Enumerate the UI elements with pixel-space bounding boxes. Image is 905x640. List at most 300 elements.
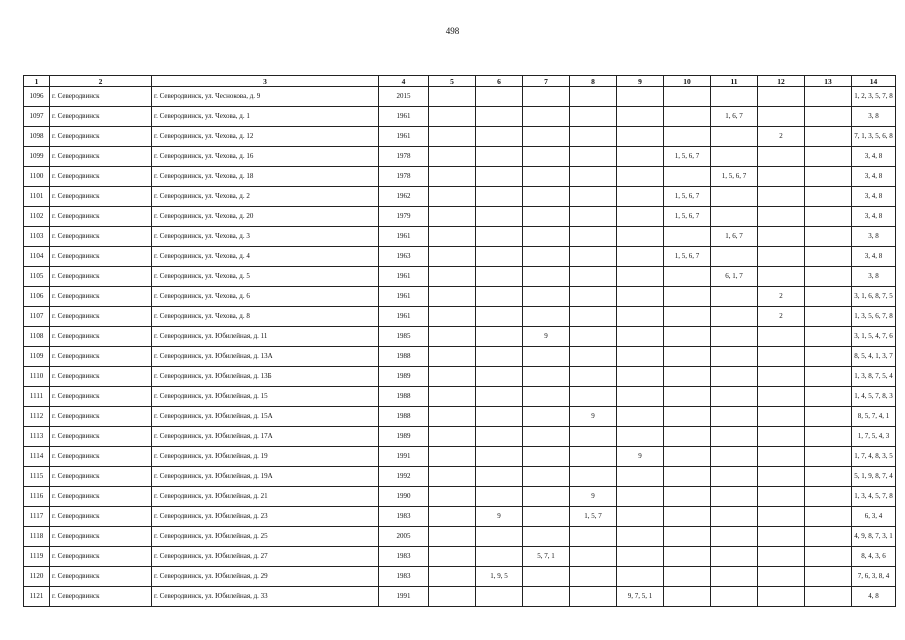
- table-row: [24, 147, 896, 167]
- cell-col-6: [476, 227, 523, 247]
- cell-col-7: [523, 387, 570, 407]
- cell-col-14: 6, 3, 4: [852, 507, 896, 527]
- cell-col-10: 1, 5, 6, 7: [664, 147, 711, 167]
- cell-row-number: 1113: [24, 427, 50, 447]
- cell-settlement: г. Северодвинск: [50, 187, 152, 207]
- cell-col-11: 1, 6, 7: [711, 107, 758, 127]
- cell-col-14: 1, 4, 5, 7, 8, 3: [852, 387, 896, 407]
- table-row: [24, 327, 896, 347]
- table-row: [24, 287, 896, 307]
- cell-col-10: [664, 487, 711, 507]
- cell-col-13: [805, 207, 852, 227]
- cell-year-built: 1978: [379, 147, 429, 167]
- cell-col-5: [429, 227, 476, 247]
- cell-col-6: [476, 287, 523, 307]
- cell-col-9: [617, 167, 664, 187]
- cell-col-8: [570, 567, 617, 587]
- cell-col-10: [664, 167, 711, 187]
- cell-col-10: [664, 567, 711, 587]
- cell-col-11: 6, 1, 7: [711, 267, 758, 287]
- cell-settlement: г. Северодвинск: [50, 487, 152, 507]
- cell-col-9: [617, 407, 664, 427]
- column-header-6: 6: [476, 76, 523, 87]
- table-row: [24, 427, 896, 447]
- cell-col-7: [523, 507, 570, 527]
- cell-col-12: [758, 587, 805, 607]
- cell-settlement: г. Северодвинск: [50, 367, 152, 387]
- column-header-13: 13: [805, 76, 852, 87]
- cell-col-14: 5, 1, 9, 8, 7, 4: [852, 467, 896, 487]
- cell-address: г. Северодвинск, ул. Чехова, д. 12: [152, 127, 379, 147]
- cell-address: г. Северодвинск, ул. Юбилейная, д. 33: [152, 587, 379, 607]
- cell-col-9: [617, 207, 664, 227]
- cell-col-8: 1, 5, 7: [570, 507, 617, 527]
- cell-year-built: 1961: [379, 307, 429, 327]
- cell-col-13: [805, 287, 852, 307]
- cell-year-built: 1989: [379, 427, 429, 447]
- cell-col-7: 5, 7, 1: [523, 547, 570, 567]
- cell-col-13: [805, 327, 852, 347]
- cell-year-built: 1962: [379, 187, 429, 207]
- cell-col-5: [429, 147, 476, 167]
- cell-row-number: 1111: [24, 387, 50, 407]
- cell-col-9: [617, 367, 664, 387]
- cell-year-built: 1991: [379, 587, 429, 607]
- cell-col-7: [523, 467, 570, 487]
- cell-col-6: 1, 9, 5: [476, 567, 523, 587]
- table-row: [24, 507, 896, 527]
- cell-col-5: [429, 427, 476, 447]
- column-header-12: 12: [758, 76, 805, 87]
- cell-col-10: 1, 5, 6, 7: [664, 207, 711, 227]
- cell-col-8: [570, 527, 617, 547]
- table-row: [24, 387, 896, 407]
- cell-row-number: 1115: [24, 467, 50, 487]
- cell-col-9: [617, 227, 664, 247]
- cell-col-14: 1, 3, 5, 6, 7, 8: [852, 307, 896, 327]
- cell-col-13: [805, 167, 852, 187]
- cell-col-5: [429, 167, 476, 187]
- cell-col-13: [805, 347, 852, 367]
- cell-col-9: [617, 507, 664, 527]
- cell-col-10: [664, 267, 711, 287]
- cell-col-9: [617, 287, 664, 307]
- cell-col-5: [429, 407, 476, 427]
- cell-row-number: 1112: [24, 407, 50, 427]
- cell-col-7: [523, 407, 570, 427]
- cell-col-5: [429, 87, 476, 107]
- cell-year-built: 1983: [379, 547, 429, 567]
- cell-col-7: [523, 187, 570, 207]
- cell-settlement: г. Северодвинск: [50, 227, 152, 247]
- cell-col-13: [805, 447, 852, 467]
- cell-col-12: [758, 547, 805, 567]
- cell-col-11: [711, 427, 758, 447]
- cell-col-12: [758, 147, 805, 167]
- cell-col-6: [476, 407, 523, 427]
- cell-col-13: [805, 567, 852, 587]
- cell-col-12: [758, 107, 805, 127]
- cell-col-9: [617, 147, 664, 167]
- cell-col-13: [805, 527, 852, 547]
- cell-col-12: [758, 187, 805, 207]
- cell-col-8: [570, 367, 617, 387]
- cell-col-8: [570, 467, 617, 487]
- cell-year-built: 1961: [379, 107, 429, 127]
- cell-year-built: 1989: [379, 367, 429, 387]
- cell-col-8: [570, 207, 617, 227]
- cell-settlement: г. Северодвинск: [50, 507, 152, 527]
- page-number: 498: [445, 26, 460, 36]
- cell-col-9: [617, 87, 664, 107]
- cell-col-9: [617, 487, 664, 507]
- cell-col-5: [429, 447, 476, 467]
- column-header-1: 1: [24, 76, 50, 87]
- cell-col-12: [758, 347, 805, 367]
- cell-address: г. Северодвинск, ул. Юбилейная, д. 19: [152, 447, 379, 467]
- cell-col-8: [570, 107, 617, 127]
- cell-col-5: [429, 367, 476, 387]
- cell-year-built: 1988: [379, 347, 429, 367]
- cell-address: г. Северодвинск, ул. Юбилейная, д. 19А: [152, 467, 379, 487]
- cell-col-10: [664, 427, 711, 447]
- cell-col-14: 3, 4, 8: [852, 187, 896, 207]
- cell-col-9: [617, 247, 664, 267]
- cell-row-number: 1100: [24, 167, 50, 187]
- cell-col-10: [664, 327, 711, 347]
- cell-col-5: [429, 547, 476, 567]
- cell-col-14: 8, 5, 4, 1, 3, 7: [852, 347, 896, 367]
- cell-col-14: 1, 2, 3, 5, 7, 8: [852, 87, 896, 107]
- cell-settlement: г. Северодвинск: [50, 247, 152, 267]
- table-header-row: [24, 76, 896, 87]
- cell-col-11: [711, 507, 758, 527]
- cell-col-8: [570, 287, 617, 307]
- column-header-10: 10: [664, 76, 711, 87]
- column-header-11: 11: [711, 76, 758, 87]
- cell-row-number: 1109: [24, 347, 50, 367]
- cell-col-5: [429, 347, 476, 367]
- cell-col-6: [476, 167, 523, 187]
- cell-col-7: [523, 567, 570, 587]
- cell-col-7: [523, 347, 570, 367]
- cell-row-number: 1121: [24, 587, 50, 607]
- cell-settlement: г. Северодвинск: [50, 407, 152, 427]
- cell-col-8: [570, 147, 617, 167]
- cell-col-12: [758, 167, 805, 187]
- column-header-5: 5: [429, 76, 476, 87]
- cell-col-9: 9, 7, 5, 1: [617, 587, 664, 607]
- cell-col-6: [476, 207, 523, 227]
- cell-col-11: [711, 327, 758, 347]
- cell-col-12: [758, 267, 805, 287]
- cell-col-6: [476, 587, 523, 607]
- cell-col-11: [711, 547, 758, 567]
- cell-col-13: [805, 247, 852, 267]
- cell-col-14: 3, 1, 6, 8, 7, 5: [852, 287, 896, 307]
- cell-year-built: 1985: [379, 327, 429, 347]
- cell-col-13: [805, 427, 852, 447]
- cell-col-5: [429, 527, 476, 547]
- cell-year-built: 1983: [379, 507, 429, 527]
- cell-row-number: 1105: [24, 267, 50, 287]
- table-row: [24, 127, 896, 147]
- cell-address: г. Северодвинск, ул. Юбилейная, д. 21: [152, 487, 379, 507]
- cell-settlement: г. Северодвинск: [50, 387, 152, 407]
- cell-col-6: [476, 347, 523, 367]
- cell-col-10: [664, 467, 711, 487]
- cell-col-11: [711, 447, 758, 467]
- cell-col-14: 7, 1, 3, 5, 6, 8: [852, 127, 896, 147]
- cell-year-built: 1961: [379, 287, 429, 307]
- cell-col-12: 2: [758, 307, 805, 327]
- cell-address: г. Северодвинск, ул. Юбилейная, д. 13Б: [152, 367, 379, 387]
- cell-col-12: [758, 427, 805, 447]
- cell-col-12: [758, 367, 805, 387]
- cell-col-10: [664, 367, 711, 387]
- cell-col-11: [711, 87, 758, 107]
- cell-col-13: [805, 487, 852, 507]
- cell-col-7: [523, 427, 570, 447]
- table-row: [24, 527, 896, 547]
- cell-col-7: [523, 207, 570, 227]
- cell-col-5: [429, 467, 476, 487]
- cell-row-number: 1103: [24, 227, 50, 247]
- cell-row-number: 1101: [24, 187, 50, 207]
- cell-col-7: [523, 147, 570, 167]
- cell-col-14: 1, 3, 4, 5, 7, 8: [852, 487, 896, 507]
- cell-col-5: [429, 207, 476, 227]
- cell-col-5: [429, 587, 476, 607]
- cell-col-7: [523, 487, 570, 507]
- cell-year-built: 1988: [379, 407, 429, 427]
- cell-row-number: 1110: [24, 367, 50, 387]
- cell-col-5: [429, 287, 476, 307]
- table-row: [24, 407, 896, 427]
- cell-col-6: [476, 527, 523, 547]
- cell-col-10: [664, 287, 711, 307]
- cell-col-12: [758, 387, 805, 407]
- table-row: [24, 587, 896, 607]
- table-row: [24, 487, 896, 507]
- cell-col-14: 8, 5, 7, 4, 1: [852, 407, 896, 427]
- cell-row-number: 1107: [24, 307, 50, 327]
- cell-col-9: [617, 187, 664, 207]
- cell-col-6: [476, 447, 523, 467]
- cell-col-10: [664, 347, 711, 367]
- cell-col-14: 3, 8: [852, 267, 896, 287]
- cell-col-7: [523, 107, 570, 127]
- cell-settlement: г. Северодвинск: [50, 467, 152, 487]
- cell-year-built: 1990: [379, 487, 429, 507]
- cell-col-7: 9: [523, 327, 570, 347]
- cell-col-12: [758, 227, 805, 247]
- cell-col-10: [664, 87, 711, 107]
- cell-col-14: 3, 4, 8: [852, 147, 896, 167]
- cell-col-13: [805, 227, 852, 247]
- cell-row-number: 1118: [24, 527, 50, 547]
- cell-col-12: [758, 567, 805, 587]
- cell-col-8: [570, 267, 617, 287]
- cell-col-8: [570, 167, 617, 187]
- cell-year-built: 2015: [379, 87, 429, 107]
- cell-row-number: 1119: [24, 547, 50, 567]
- cell-col-11: [711, 387, 758, 407]
- cell-col-9: [617, 527, 664, 547]
- cell-col-10: [664, 587, 711, 607]
- table-row: [24, 547, 896, 567]
- cell-col-8: [570, 427, 617, 447]
- cell-col-12: [758, 447, 805, 467]
- cell-year-built: 1963: [379, 247, 429, 267]
- cell-address: г. Северодвинск, ул. Чеснокова, д. 9: [152, 87, 379, 107]
- cell-settlement: г. Северодвинск: [50, 527, 152, 547]
- cell-col-13: [805, 87, 852, 107]
- cell-col-5: [429, 267, 476, 287]
- cell-col-9: [617, 107, 664, 127]
- cell-col-5: [429, 247, 476, 267]
- cell-col-12: [758, 247, 805, 267]
- cell-settlement: г. Северодвинск: [50, 87, 152, 107]
- cell-year-built: 1983: [379, 567, 429, 587]
- cell-col-13: [805, 267, 852, 287]
- cell-col-6: [476, 387, 523, 407]
- cell-col-13: [805, 547, 852, 567]
- cell-col-6: [476, 367, 523, 387]
- cell-address: г. Северодвинск, ул. Юбилейная, д. 29: [152, 567, 379, 587]
- cell-row-number: 1104: [24, 247, 50, 267]
- cell-settlement: г. Северодвинск: [50, 327, 152, 347]
- cell-col-9: [617, 347, 664, 367]
- table-row: [24, 267, 896, 287]
- cell-col-11: [711, 127, 758, 147]
- cell-col-5: [429, 487, 476, 507]
- cell-col-8: [570, 187, 617, 207]
- cell-col-11: [711, 467, 758, 487]
- cell-row-number: 1102: [24, 207, 50, 227]
- cell-col-8: 9: [570, 407, 617, 427]
- cell-col-12: 2: [758, 127, 805, 147]
- cell-col-11: [711, 527, 758, 547]
- cell-col-5: [429, 127, 476, 147]
- cell-col-14: 3, 1, 5, 4, 7, 6: [852, 327, 896, 347]
- cell-col-5: [429, 327, 476, 347]
- cell-row-number: 1096: [24, 87, 50, 107]
- cell-col-14: 3, 8: [852, 227, 896, 247]
- cell-col-7: [523, 367, 570, 387]
- cell-col-12: [758, 327, 805, 347]
- cell-col-8: [570, 327, 617, 347]
- cell-col-12: [758, 87, 805, 107]
- cell-col-9: [617, 547, 664, 567]
- cell-col-7: [523, 307, 570, 327]
- cell-settlement: г. Северодвинск: [50, 127, 152, 147]
- cell-col-11: 1, 5, 6, 7: [711, 167, 758, 187]
- cell-col-12: [758, 207, 805, 227]
- cell-col-8: [570, 307, 617, 327]
- cell-year-built: 1978: [379, 167, 429, 187]
- cell-col-10: [664, 447, 711, 467]
- cell-col-13: [805, 147, 852, 167]
- cell-col-8: [570, 247, 617, 267]
- cell-address: г. Северодвинск, ул. Чехова, д. 5: [152, 267, 379, 287]
- cell-year-built: 1988: [379, 387, 429, 407]
- cell-col-10: 1, 5, 6, 7: [664, 187, 711, 207]
- table-row: [24, 367, 896, 387]
- cell-col-7: [523, 267, 570, 287]
- cell-address: г. Северодвинск, ул. Чехова, д. 1: [152, 107, 379, 127]
- cell-row-number: 1117: [24, 507, 50, 527]
- cell-address: г. Северодвинск, ул. Юбилейная, д. 15: [152, 387, 379, 407]
- cell-col-6: 9: [476, 507, 523, 527]
- cell-col-13: [805, 507, 852, 527]
- cell-col-14: 3, 4, 8: [852, 167, 896, 187]
- cell-settlement: г. Северодвинск: [50, 147, 152, 167]
- cell-col-10: [664, 407, 711, 427]
- cell-col-9: [617, 267, 664, 287]
- cell-col-12: [758, 527, 805, 547]
- cell-settlement: г. Северодвинск: [50, 207, 152, 227]
- cell-col-13: [805, 367, 852, 387]
- cell-col-8: [570, 587, 617, 607]
- cell-address: г. Северодвинск, ул. Чехова, д. 4: [152, 247, 379, 267]
- table-row: [24, 207, 896, 227]
- cell-col-8: [570, 387, 617, 407]
- cell-col-9: [617, 327, 664, 347]
- cell-col-13: [805, 587, 852, 607]
- cell-col-13: [805, 107, 852, 127]
- cell-col-13: [805, 407, 852, 427]
- cell-row-number: 1106: [24, 287, 50, 307]
- cell-settlement: г. Северодвинск: [50, 267, 152, 287]
- cell-col-7: [523, 447, 570, 467]
- cell-address: г. Северодвинск, ул. Чехова, д. 18: [152, 167, 379, 187]
- cell-col-11: [711, 367, 758, 387]
- cell-settlement: г. Северодвинск: [50, 547, 152, 567]
- table-row: [24, 347, 896, 367]
- cell-settlement: г. Северодвинск: [50, 587, 152, 607]
- cell-col-11: [711, 187, 758, 207]
- cell-settlement: г. Северодвинск: [50, 287, 152, 307]
- table-row: [24, 87, 896, 107]
- cell-col-10: [664, 107, 711, 127]
- cell-col-7: [523, 127, 570, 147]
- cell-settlement: г. Северодвинск: [50, 347, 152, 367]
- cell-address: г. Северодвинск, ул. Чехова, д. 16: [152, 147, 379, 167]
- cell-col-14: 3, 8: [852, 107, 896, 127]
- cell-col-14: 1, 7, 5, 4, 3: [852, 427, 896, 447]
- cell-col-11: [711, 207, 758, 227]
- cell-col-13: [805, 307, 852, 327]
- cell-col-5: [429, 187, 476, 207]
- cell-address: г. Северодвинск, ул. Юбилейная, д. 11: [152, 327, 379, 347]
- table-row: [24, 167, 896, 187]
- column-header-8: 8: [570, 76, 617, 87]
- cell-address: г. Северодвинск, ул. Чехова, д. 3: [152, 227, 379, 247]
- housing-registry-table: [23, 75, 896, 607]
- cell-col-9: 9: [617, 447, 664, 467]
- cell-col-7: [523, 167, 570, 187]
- cell-col-12: [758, 507, 805, 527]
- cell-address: г. Северодвинск, ул. Чехова, д. 6: [152, 287, 379, 307]
- cell-col-8: [570, 347, 617, 367]
- cell-col-6: [476, 247, 523, 267]
- table-row: [24, 187, 896, 207]
- cell-col-8: [570, 87, 617, 107]
- cell-col-11: 1, 6, 7: [711, 227, 758, 247]
- cell-row-number: 1097: [24, 107, 50, 127]
- cell-col-11: [711, 247, 758, 267]
